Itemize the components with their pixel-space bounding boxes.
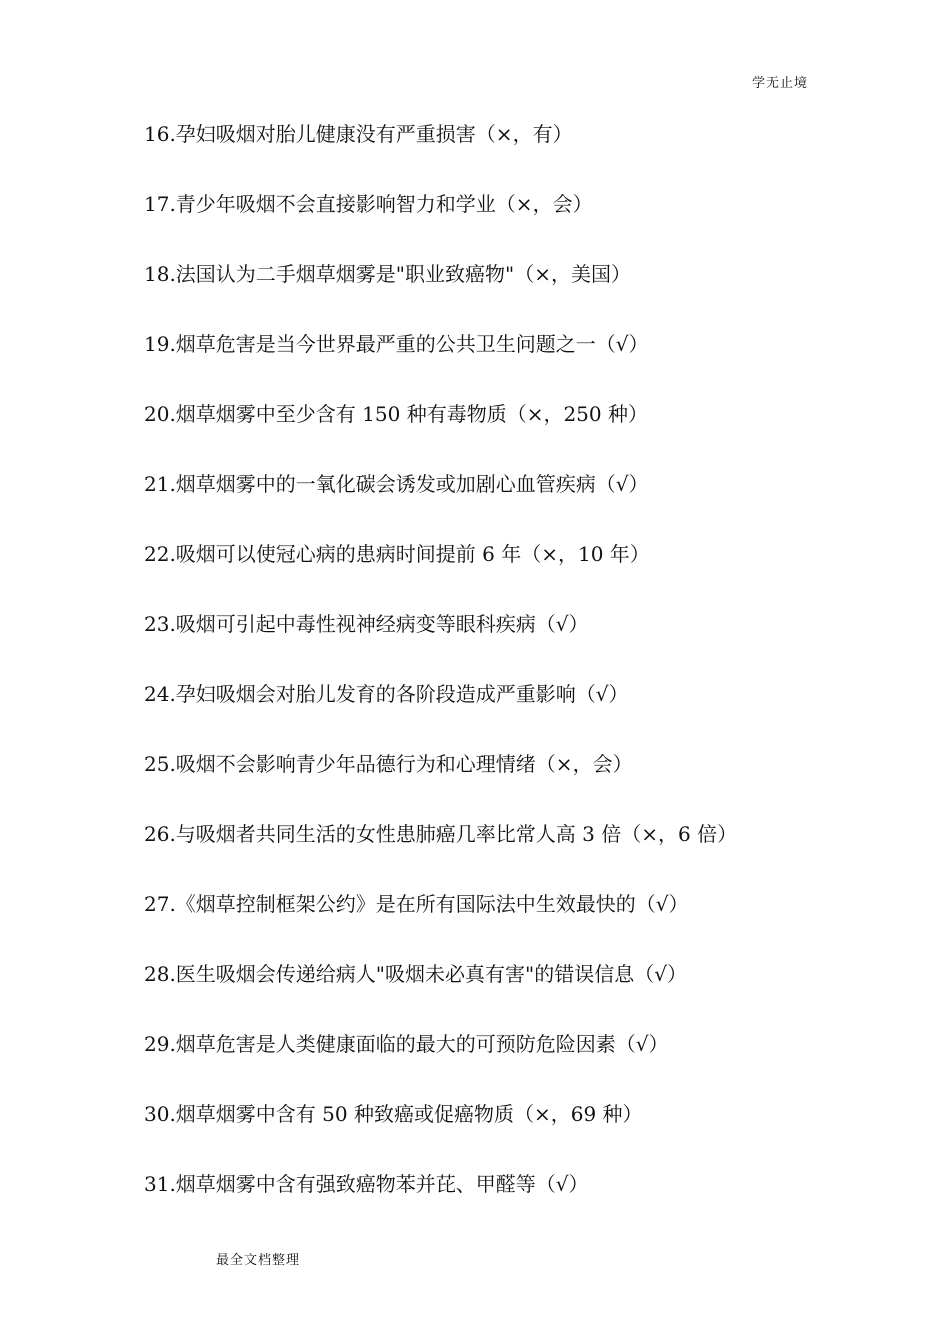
question-item: 23.吸烟可引起中毒性视神经病变等眼科疾病（√）: [144, 612, 589, 636]
question-item: 30.烟草烟雾中含有 50 种致癌或促癌物质（×，69 种）: [144, 1102, 643, 1126]
question-item: 17.青少年吸烟不会直接影响智力和学业（×，会）: [144, 192, 593, 216]
question-item: 27.《烟草控制框架公约》是在所有国际法中生效最快的（√）: [144, 892, 689, 916]
question-item: 21.烟草烟雾中的一氧化碳会诱发或加剧心血管疾病（√）: [144, 472, 649, 496]
question-item: 22.吸烟可以使冠心病的患病时间提前 6 年（×，10 年）: [144, 542, 650, 566]
question-item: 28.医生吸烟会传递给病人"吸烟未必真有害"的错误信息（√）: [144, 962, 687, 986]
question-item: 18.法国认为二手烟草烟雾是"职业致癌物"（×，美国）: [144, 262, 631, 286]
question-item: 20.烟草烟雾中至少含有 150 种有毒物质（×，250 种）: [144, 402, 648, 426]
question-item: 31.烟草烟雾中含有强致癌物苯并芘、甲醛等（√）: [144, 1172, 589, 1196]
question-item: 16.孕妇吸烟对胎儿健康没有严重损害（×，有）: [144, 122, 573, 146]
question-item: 25.吸烟不会影响青少年品德行为和心理情绪（×，会）: [144, 752, 633, 776]
question-list: [144, 119, 737, 1239]
page-header: 学无止境: [752, 76, 809, 91]
page-footer: 最全文档整理: [216, 1253, 301, 1268]
question-item: 26.与吸烟者共同生活的女性患肺癌几率比常人高 3 倍（×，6 倍）: [144, 822, 738, 846]
question-item: 24.孕妇吸烟会对胎儿发育的各阶段造成严重影响（√）: [144, 682, 629, 706]
question-item: 19.烟草危害是当今世界最严重的公共卫生问题之一（√）: [144, 332, 649, 356]
question-item: 29.烟草危害是人类健康面临的最大的可预防危险因素（√）: [144, 1032, 669, 1056]
